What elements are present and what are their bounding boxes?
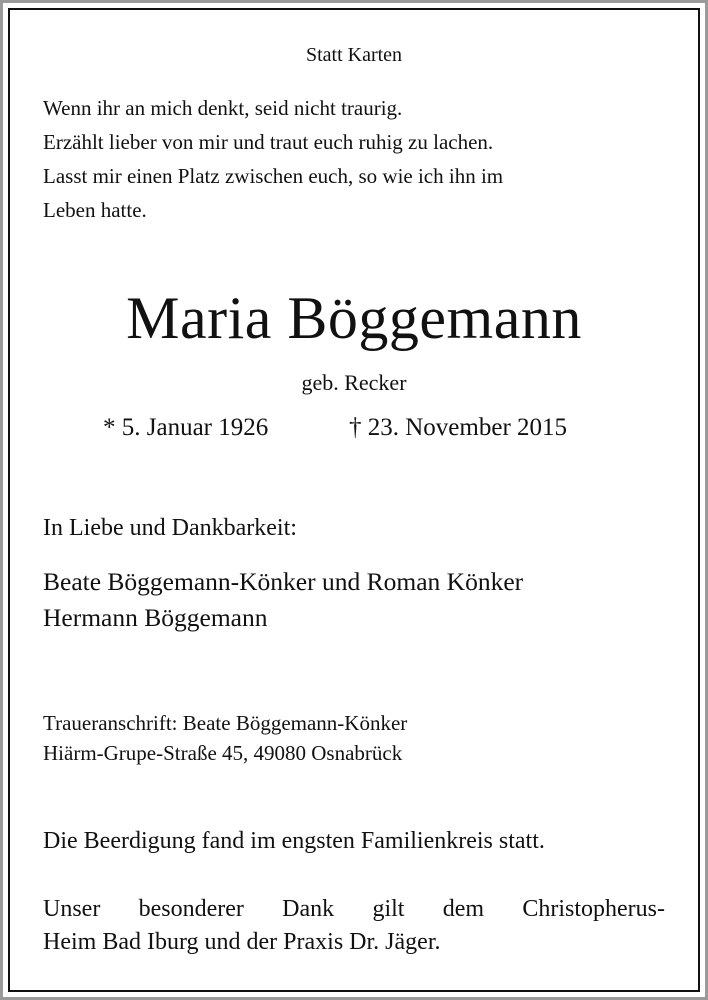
poem-line: Erzählt lieber von mir und traut euch ruhig zu lachen. [43, 130, 494, 154]
death-date: † 23. November 2015 [349, 414, 568, 441]
mourning-address [43, 708, 407, 768]
poem-line: Wenn ihr an mich denkt, seid nicht traurig. [43, 96, 403, 120]
mourner-name: Beate Böggemann-Könker und Roman Könker [43, 567, 524, 596]
statt-karten-label: Statt Karten [305, 44, 403, 66]
thanks-line: Heim Bad Iburg und der Praxis Dr. Jäger. [43, 929, 441, 955]
thanks-notice [43, 893, 665, 959]
thanks-line: Unser besonderer Dank gilt dem Christopherus- [43, 896, 665, 922]
mourners-intro: In Liebe und Dankbarkeit: [43, 515, 297, 541]
poem-line: Lasst mir einen Platz zwischen euch, so wie ich ihn im [43, 164, 504, 188]
deceased-name: Maria Böggemann [126, 285, 582, 351]
poem-line: Leben hatte. [43, 198, 147, 222]
mourners-list [43, 564, 523, 636]
address-line: Hiärm-Grupe-Straße 45, 49080 Osnabrück [43, 741, 403, 765]
burial-notice: Die Beerdigung fand im engsten Familienkreis statt. [43, 828, 545, 854]
maiden-name: geb. Recker [301, 370, 407, 395]
birth-date: * 5. Januar 1926 [103, 414, 269, 441]
address-line: Traueranschrift: Beate Böggemann-Könker [43, 711, 408, 735]
mourner-name: Hermann Böggemann [43, 603, 268, 632]
poem [43, 91, 503, 227]
